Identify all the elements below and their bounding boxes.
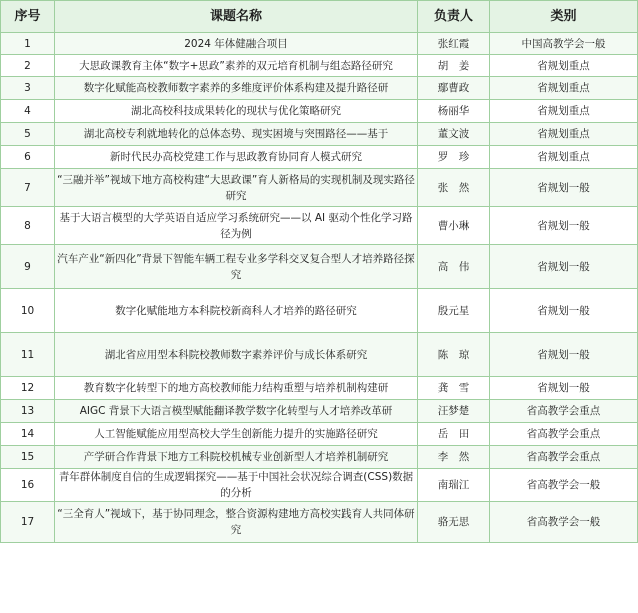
cell-title: “三全育人”视域下，基于协同理念，整合资源构建地方高校实践育人共同体研究	[55, 502, 418, 543]
table-row	[1, 446, 638, 469]
table-row	[1, 400, 638, 423]
cell-no: 17	[1, 502, 55, 543]
header-leader: 负责人	[418, 1, 490, 33]
table-row	[1, 207, 638, 245]
cell-no: 2	[1, 55, 55, 77]
cell-leader: 杨丽华	[418, 100, 490, 123]
cell-leader: 李 然	[418, 446, 490, 469]
cell-no: 4	[1, 100, 55, 123]
cell-category: 省规划一般	[490, 207, 638, 245]
header-no: 序号	[1, 1, 55, 33]
cell-category: 省规划一般	[490, 333, 638, 377]
table-row	[1, 55, 638, 77]
table-row	[1, 289, 638, 333]
table-row	[1, 169, 638, 207]
cell-title: 数字化赋能地方本科院校新商科人才培养的路径研究	[55, 289, 418, 333]
cell-category: 省规划重点	[490, 146, 638, 169]
cell-leader: 张 然	[418, 169, 490, 207]
cell-category: 省规划重点	[490, 55, 638, 77]
cell-category: 省高教学会重点	[490, 423, 638, 446]
header-category: 类别	[490, 1, 638, 33]
cell-no: 6	[1, 146, 55, 169]
cell-title: 教育数字化转型下的地方高校教师能力结构重塑与培养机制构建研	[55, 377, 418, 400]
table-row	[1, 77, 638, 100]
cell-category: 省规划一般	[490, 169, 638, 207]
cell-title: “三融并举”视域下地方高校构建“大思政课”育人新格局的实现机制及现实路径研究	[55, 169, 418, 207]
cell-title: 大思政课教育主体“数字+思政”素养的双元培育机制与组态路径研究	[55, 55, 418, 77]
cell-no: 16	[1, 469, 55, 502]
table-row	[1, 377, 638, 400]
cell-no: 13	[1, 400, 55, 423]
cell-category: 省高教学会一般	[490, 469, 638, 502]
cell-title: 2024 年体健融合项目	[55, 33, 418, 55]
cell-title: 新时代民办高校党建工作与思政教育协同育人模式研究	[55, 146, 418, 169]
cell-leader: 罗 珍	[418, 146, 490, 169]
cell-no: 15	[1, 446, 55, 469]
cell-category: 中国高教学会一般	[490, 33, 638, 55]
cell-leader: 骆无思	[418, 502, 490, 543]
cell-leader: 高 伟	[418, 245, 490, 289]
cell-leader: 胡 姜	[418, 55, 490, 77]
cell-leader: 殷元星	[418, 289, 490, 333]
cell-title: 湖北高校科技成果转化的现状与优化策略研究	[55, 100, 418, 123]
table-row	[1, 469, 638, 502]
cell-no: 9	[1, 245, 55, 289]
cell-no: 8	[1, 207, 55, 245]
table-row	[1, 33, 638, 55]
cell-title: 产学研合作背景下地方工科院校机械专业创新型人才培养机制研究	[55, 446, 418, 469]
cell-leader: 曹小琳	[418, 207, 490, 245]
cell-category: 省高教学会重点	[490, 400, 638, 423]
cell-category: 省规划重点	[490, 123, 638, 146]
cell-category: 省高教学会一般	[490, 502, 638, 543]
cell-title: 湖北高校专利就地转化的总体态势、现实困境与突围路径——基于	[55, 123, 418, 146]
cell-leader: 岳 田	[418, 423, 490, 446]
header-title: 课题名称	[55, 1, 418, 33]
cell-no: 3	[1, 77, 55, 100]
cell-no: 12	[1, 377, 55, 400]
cell-category: 省规划一般	[490, 377, 638, 400]
cell-leader: 龚 雪	[418, 377, 490, 400]
cell-leader: 张红霞	[418, 33, 490, 55]
cell-no: 10	[1, 289, 55, 333]
cell-title: 汽车产业“新四化”背景下智能车辆工程专业多学科交叉复合型人才培养路径探究	[55, 245, 418, 289]
table-row	[1, 100, 638, 123]
cell-category: 省高教学会重点	[490, 446, 638, 469]
table-row	[1, 123, 638, 146]
cell-no: 1	[1, 33, 55, 55]
cell-title: AIGC 背景下大语言模型赋能翻译教学数字化转型与人才培养改革研	[55, 400, 418, 423]
cell-leader: 汪梦楚	[418, 400, 490, 423]
cell-leader: 鄢曹政	[418, 77, 490, 100]
cell-category: 省规划一般	[490, 245, 638, 289]
cell-title: 青年群体制度自信的生成逻辑探究——基于中国社会状况综合调查(CSS)数据的分析	[55, 469, 418, 502]
cell-no: 11	[1, 333, 55, 377]
table-row	[1, 423, 638, 446]
cell-leader: 陈 琼	[418, 333, 490, 377]
cell-category: 省规划重点	[490, 100, 638, 123]
cell-title: 数字化赋能高校教师数字素养的多维度评价体系构建及提升路径研	[55, 77, 418, 100]
cell-title: 基于大语言模型的大学英语自适应学习系统研究——以 AI 驱动个性化学习路径为例	[55, 207, 418, 245]
cell-leader: 南瑞江	[418, 469, 490, 502]
cell-title: 人工智能赋能应用型高校大学生创新能力提升的实施路径研究	[55, 423, 418, 446]
cell-leader: 董文波	[418, 123, 490, 146]
table-row	[1, 502, 638, 543]
table-row	[1, 333, 638, 377]
cell-no: 5	[1, 123, 55, 146]
cell-category: 省规划一般	[490, 289, 638, 333]
cell-title: 湖北省应用型本科院校教师数字素养评价与成长体系研究	[55, 333, 418, 377]
cell-no: 7	[1, 169, 55, 207]
header-row	[1, 1, 638, 33]
cell-category: 省规划重点	[490, 77, 638, 100]
table-row	[1, 245, 638, 289]
cell-no: 14	[1, 423, 55, 446]
table-row	[1, 146, 638, 169]
